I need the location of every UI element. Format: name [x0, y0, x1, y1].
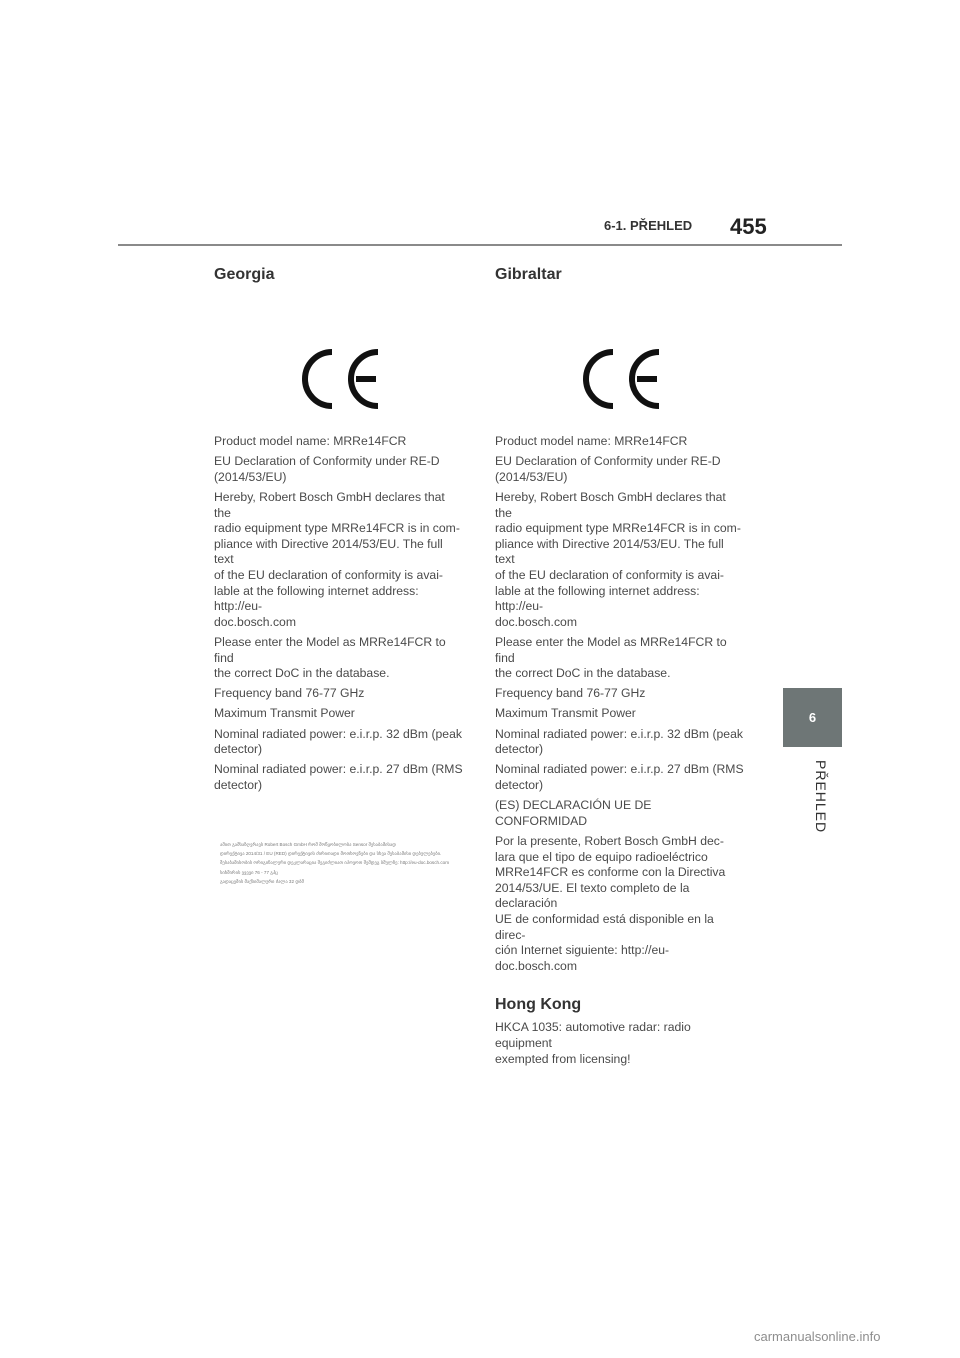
gibraltar-paragraph: EU Declaration of Conformity under RE-D (2014/53/EU) [495, 454, 721, 484]
header-section-title: 6-1. PŘEHLED [604, 218, 693, 233]
georgian-line: სიხშირის ვვვვი 76 - 77 გჰც [220, 869, 278, 875]
ce-mark-container [495, 288, 745, 424]
hong-kong-heading: Hong Kong [495, 996, 582, 1014]
chapter-tab-number: 6 [808, 710, 817, 725]
chapter-side-label: PŘEHLED [813, 760, 829, 834]
gibraltar-paragraph: Please enter the Model as MRRe14FCR to find the correct DoC in the database. [495, 634, 727, 681]
georgia-heading: Georgia [214, 266, 275, 283]
georgia-paragraph: Nominal radiated power: e.i.r.p. 27 dBm (RMS detector) [214, 762, 463, 793]
georgian-line: ამით გამსაზღვრავს Robert Bosch GmbH რომ მოწყობილობა Sensor შესაბამისად [220, 841, 396, 847]
gibraltar-paragraph: Hereby, Robert Bosch GmbH declares that the radio equipment type MRRe14FCR is in com- pliance with Directive 2014/53/EU. The full text of the EU declaration of conformity is avai- lable at the following internet address: http://eu- doc.bosch.com [495, 489, 741, 629]
georgia-paragraph: Maximum Transmit Power [214, 706, 355, 721]
georgian-line: შესაბამისობის ორიგინალური დეკლარაცია შეგიძლიათ იპოვოთ შემდეგ ბმულზე: http://eu-doc.bosch.com [220, 860, 450, 866]
ce-mark-icon [577, 346, 665, 412]
ce-mark-container [214, 288, 464, 424]
georgia-paragraph: Nominal radiated power: e.i.r.p. 32 dBm (peak detector) [214, 726, 462, 757]
gibraltar-paragraph: Por la presente, Robert Bosch GmbH dec- lara que el tipo de equipo radioeléctrico MRRe14FCR es conforme con la Directiva 2014/53/UE. El texto completo de la declaración UE de conformidad está disponible en la direc- ción Internet siguiente: http://eu-doc.bosch.com [495, 834, 726, 973]
gibraltar-heading: Gibraltar [495, 266, 562, 283]
georgia-paragraph: Please enter the Model as MRRe14FCR to find the correct DoC in the database. [214, 634, 446, 681]
georgian-line: გადაცემის მაქსიმალური ძალა 32 დბმ [220, 879, 304, 885]
georgia-section [214, 262, 464, 887]
gibraltar-section [495, 262, 745, 1072]
georgia-paragraph: Hereby, Robert Bosch GmbH declares that the radio equipment type MRRe14FCR is in com- pliance with Directive 2014/53/EU. The full text of the EU declaration of conformity is avai- lable at the following internet address: http://eu- doc.bosch.com [214, 489, 460, 629]
georgia-paragraph: Frequency band 76-77 GHz [214, 686, 365, 701]
page-number: 455 [730, 214, 767, 239]
georgia-paragraph: Product model name: MRRe14FCR [214, 434, 407, 448]
georgian-declaration [220, 840, 460, 887]
ce-mark-icon [296, 346, 384, 412]
gibraltar-paragraph: Maximum Transmit Power [495, 706, 636, 721]
watermark: carmanualsonline.info [754, 1329, 881, 1344]
gibraltar-paragraph: (ES) DECLARACIÓN UE DE CONFORMIDAD [495, 798, 652, 828]
georgia-paragraph: EU Declaration of Conformity under RE-D (2014/53/EU) [214, 454, 440, 484]
gibraltar-paragraph: Nominal radiated power: e.i.r.p. 32 dBm (peak detector) [495, 726, 743, 757]
gibraltar-paragraph: Frequency band 76-77 GHz [495, 686, 646, 701]
georgian-line: დირექტივა 2014/31 / EU (RED) დირექტივის ძირითადი მოთხოვნები და სხვა შესაბამისი დებულებები. [220, 851, 442, 857]
gibraltar-paragraph: Product model name: MRRe14FCR [495, 434, 688, 448]
header-rule [118, 244, 842, 246]
hong-kong-paragraph: HKCA 1035: automotive radar: radio equipment exempted from licensing! [495, 1020, 691, 1066]
gibraltar-paragraph: Nominal radiated power: e.i.r.p. 27 dBm (RMS detector) [495, 762, 744, 793]
chapter-tab[interactable] [783, 688, 842, 747]
